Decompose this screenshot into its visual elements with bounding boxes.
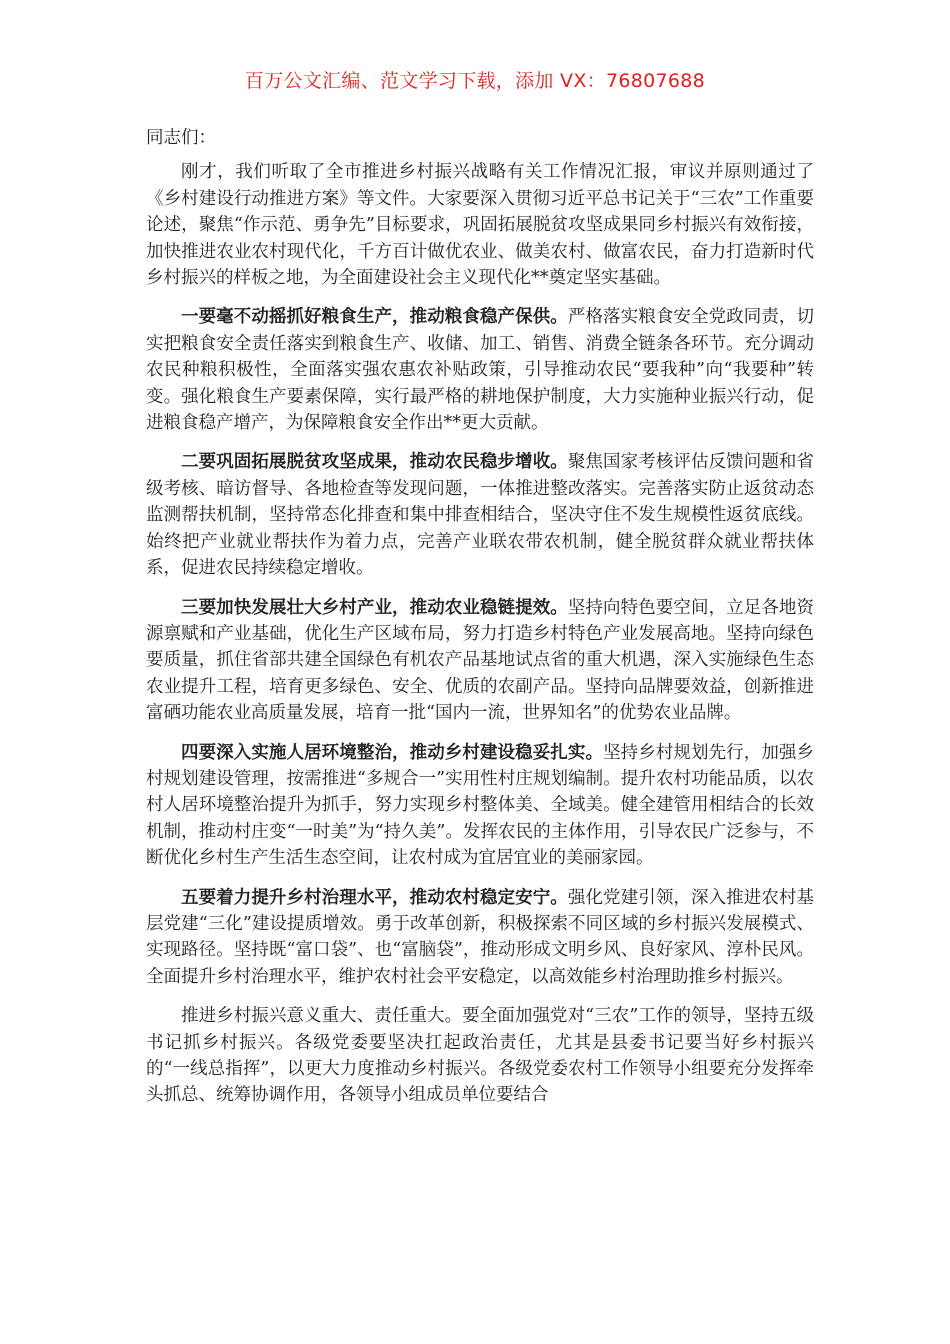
paragraph-lead: 二要巩固拓展脱贫攻坚成果，推动农民稳步增收。 (181, 452, 568, 473)
salutation: 同志们： (146, 128, 216, 148)
paragraph-3 (146, 595, 814, 727)
paragraph-lead: 三要加快发展壮大乡村产业，推动农业稳链提效。 (181, 597, 568, 618)
paragraph-text: 强化党建引领，深入推进农村基层党建“三化”建设提质增效。勇于改革创新，积极探索不同区域的乡村振兴发展模式、实现路径。坚持既“富口袋”、也“富脑袋”，推动形成文明乡风、良好家风、淳朴民风。全面提升乡村治理水平，维护农村社会平安稳定，以高效能乡村治理助推乡村振兴。 (146, 887, 815, 987)
document-body (146, 125, 814, 1122)
paragraph-intro (146, 159, 814, 291)
paragraph-text: 坚持乡村规划先行，加强乡村规划建设管理，按需推进“多规合一”实用性村庄规划编制。提升农村功能品质，以农村人居环境整治提升为抓手，努力实现乡村整体美、全域美。健全建管用相结合的长效机制，推动村庄变“一时美”为“持久美”。发挥农民的主体作用，引导农民广泛参与，不断优化乡村生产生活生态空间，让农村成为宜居宜业的美丽家园。 (146, 742, 815, 869)
paragraph-text: 坚持向特色要空间，立足各地资源禀赋和产业基础，优化生产区域布局，努力打造乡村特色产业发展高地。坚持向绿色要质量，抓住省部共建全国绿色有机农产品基地试点省的重大机遇，深入实施绿色生态农业提升工程，培育更多绿色、安全、优质的农副产品。坚持向品牌要效益，创新推进富硒功能农业高质量发展，培育一批“国内一流，世界知名”的优势农业品牌。 (146, 597, 815, 724)
paragraph-text: 推进乡村振兴意义重大、责任重大。要全面加强党对“三农”工作的领导，坚持五级书记抓乡村振兴。各级党委要坚决扛起政治责任，尤其是县委书记要当好乡村振兴的“一线总指挥”，以更大力度推动乡村振兴。各级党委农村工作领导小组要充分发挥牵头抓总、统筹协调作用，各领导小组成员单位要结合 (146, 1006, 814, 1106)
paragraph-text: 聚焦国家考核评估反馈问题和省级考核、暗访督导、各地检查等发现问题，一体推进整改落实。完善落实防止返贫动态监测帮扶机制，坚持常态化排查和集中排查相结合，坚决守住不发生规模性返贫底线。始终把产业就业帮扶作为着力点，完善产业联农带农机制，健全脱贫群众就业帮扶体系，促进农民持续稳定增收。 (146, 452, 815, 579)
paragraph-4 (146, 740, 814, 872)
paragraph-lead: 一要毫不动摇抓好粮食生产，推动粮食稳产保供。 (181, 307, 568, 328)
paragraph-1 (146, 304, 814, 436)
paragraph-lead: 四要深入实施人居环境整治，推动乡村建设稳妥扎实。 (181, 742, 604, 763)
paragraph-lead: 五要着力提升乡村治理水平，推动农村稳定安宁。 (181, 887, 568, 908)
paragraph-5 (146, 885, 814, 991)
paragraph-2 (146, 449, 814, 581)
header-banner: 百万公文汇编、范文学习下载，添加 VX：76807688 (244, 70, 706, 92)
paragraph-closing (146, 1003, 814, 1109)
paragraph-text: 严格落实粮食安全党政同责，切实把粮食安全责任落实到粮食生产、收储、加工、销售、消费全链条各环节。充分调动农民种粮积极性，全面落实强农惠农补贴政策，引导推动农民“要我种”向“我要种”转变。强化粮食生产要素保障，实行最严格的耕地保护制度，大力实施种业振兴行动，促进粮食稳产增产，为保障粮食安全作出**更大贡献。 (146, 307, 815, 434)
paragraph-text: 刚才，我们听取了全市推进乡村振兴战略有关工作情况汇报，审议并原则通过了《乡村建设行动推进方案》等文件。大家要深入贯彻习近平总书记关于“三农”工作重要论述，聚焦“作示范、勇争先”目标要求，巩固拓展脱贫攻坚成果同乡村振兴有效衔接，加快推进农业农村现代化，千方百计做优农业、做美农村、做富农民，奋力打造新时代乡村振兴的样板之地，为全面建设社会主义现代化**奠定坚实基础。 (146, 162, 814, 289)
